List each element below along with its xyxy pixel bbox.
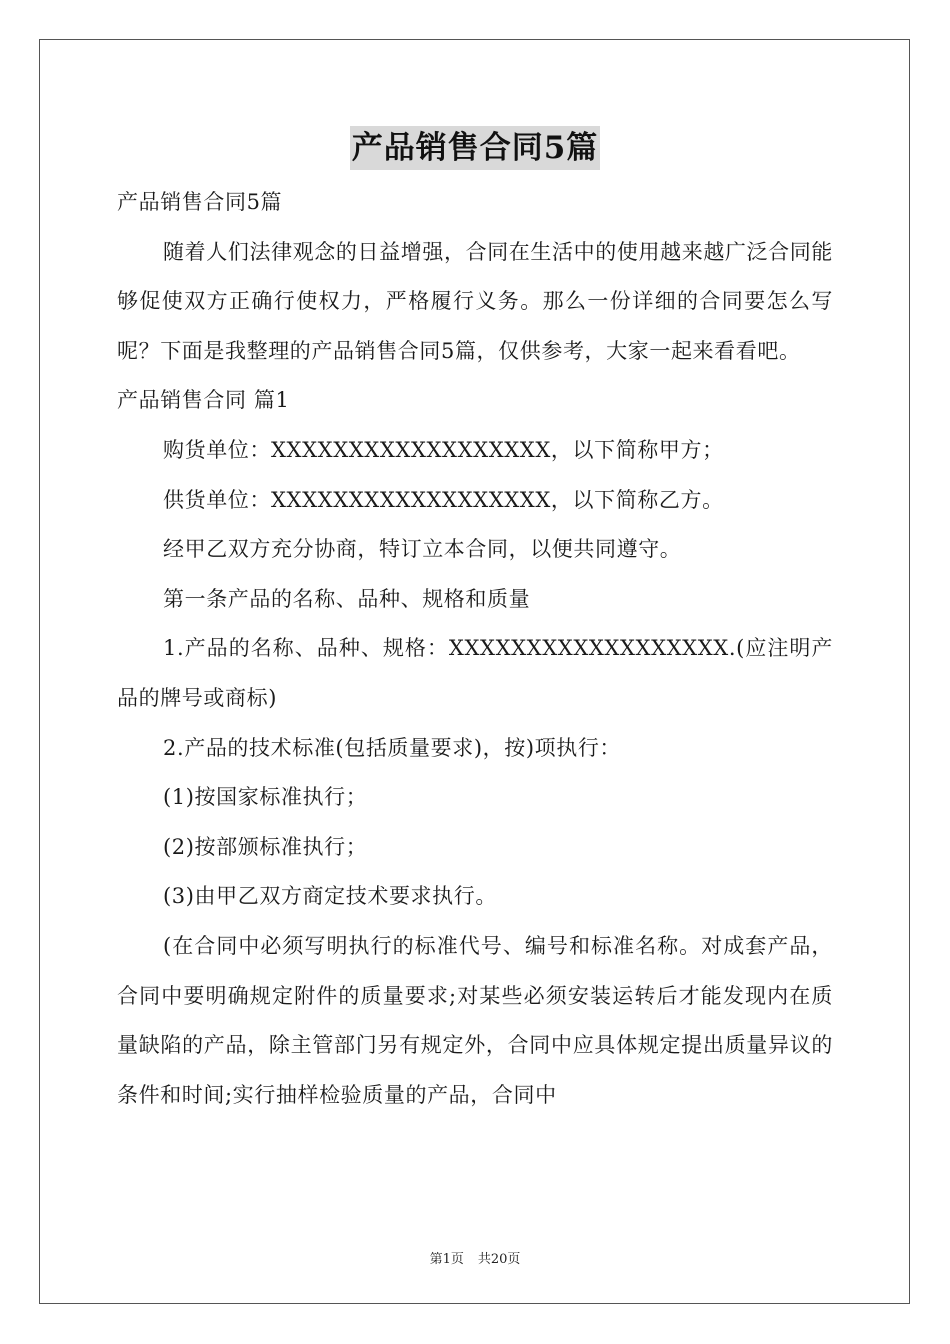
paragraph: (在合同中必须写明执行的标准代号、编号和标准名称。对成套产品，合同中要明确规定附件的质量要求;对某些必须安装运转后才能发现内在质量缺陷的产品，除主管部门另有规定外，合同中应具体规定提出质量异议的条件和时间;实行抽样检验质量的产品，合同中 [117, 933, 833, 1107]
paragraph: 产品销售合同5篇 [117, 190, 283, 214]
paragraph: (3)由甲乙双方商定技术要求执行。 [163, 884, 497, 909]
paragraph: 第一条产品的名称、品种、规格和质量 [163, 586, 531, 611]
paragraph: 2.产品的技术标准(包括质量要求)，按)项执行： [163, 735, 622, 760]
page-footer [0, 1248, 950, 1267]
section-heading: 产品销售合同 篇1 [117, 388, 290, 413]
paragraph: 1.产品的名称、品种、规格：XXXXXXXXXXXXXXXXXX.(应注明产品的牌号或商标) [117, 636, 833, 710]
page-total: 共20页 [477, 1252, 521, 1267]
paragraph: 经甲乙双方充分协商，特订立本合同，以便共同遵守。 [163, 537, 682, 562]
paragraph: 购货单位：XXXXXXXXXXXXXXXXXX，以下简称甲方； [163, 437, 724, 462]
paragraph: 供货单位：XXXXXXXXXXXXXXXXXX，以下简称乙方。 [163, 487, 724, 512]
paragraph: 随着人们法律观念的日益增强，合同在生活中的使用越来越广泛合同能够促使双方正确行使权力，严格履行义务。那么一份详细的合同要怎么写呢？下面是我整理的产品销售合同5篇，仅供参考，大家一起来看看吧。 [117, 239, 833, 363]
paragraph: (2)按部颁标准执行； [163, 834, 368, 859]
title-container [0, 126, 950, 170]
document-title: 产品销售合同5篇 [350, 126, 601, 170]
paragraph: (1)按国家标准执行； [163, 785, 368, 810]
page-number: 第1页 [429, 1252, 464, 1267]
document-body [117, 178, 833, 1120]
